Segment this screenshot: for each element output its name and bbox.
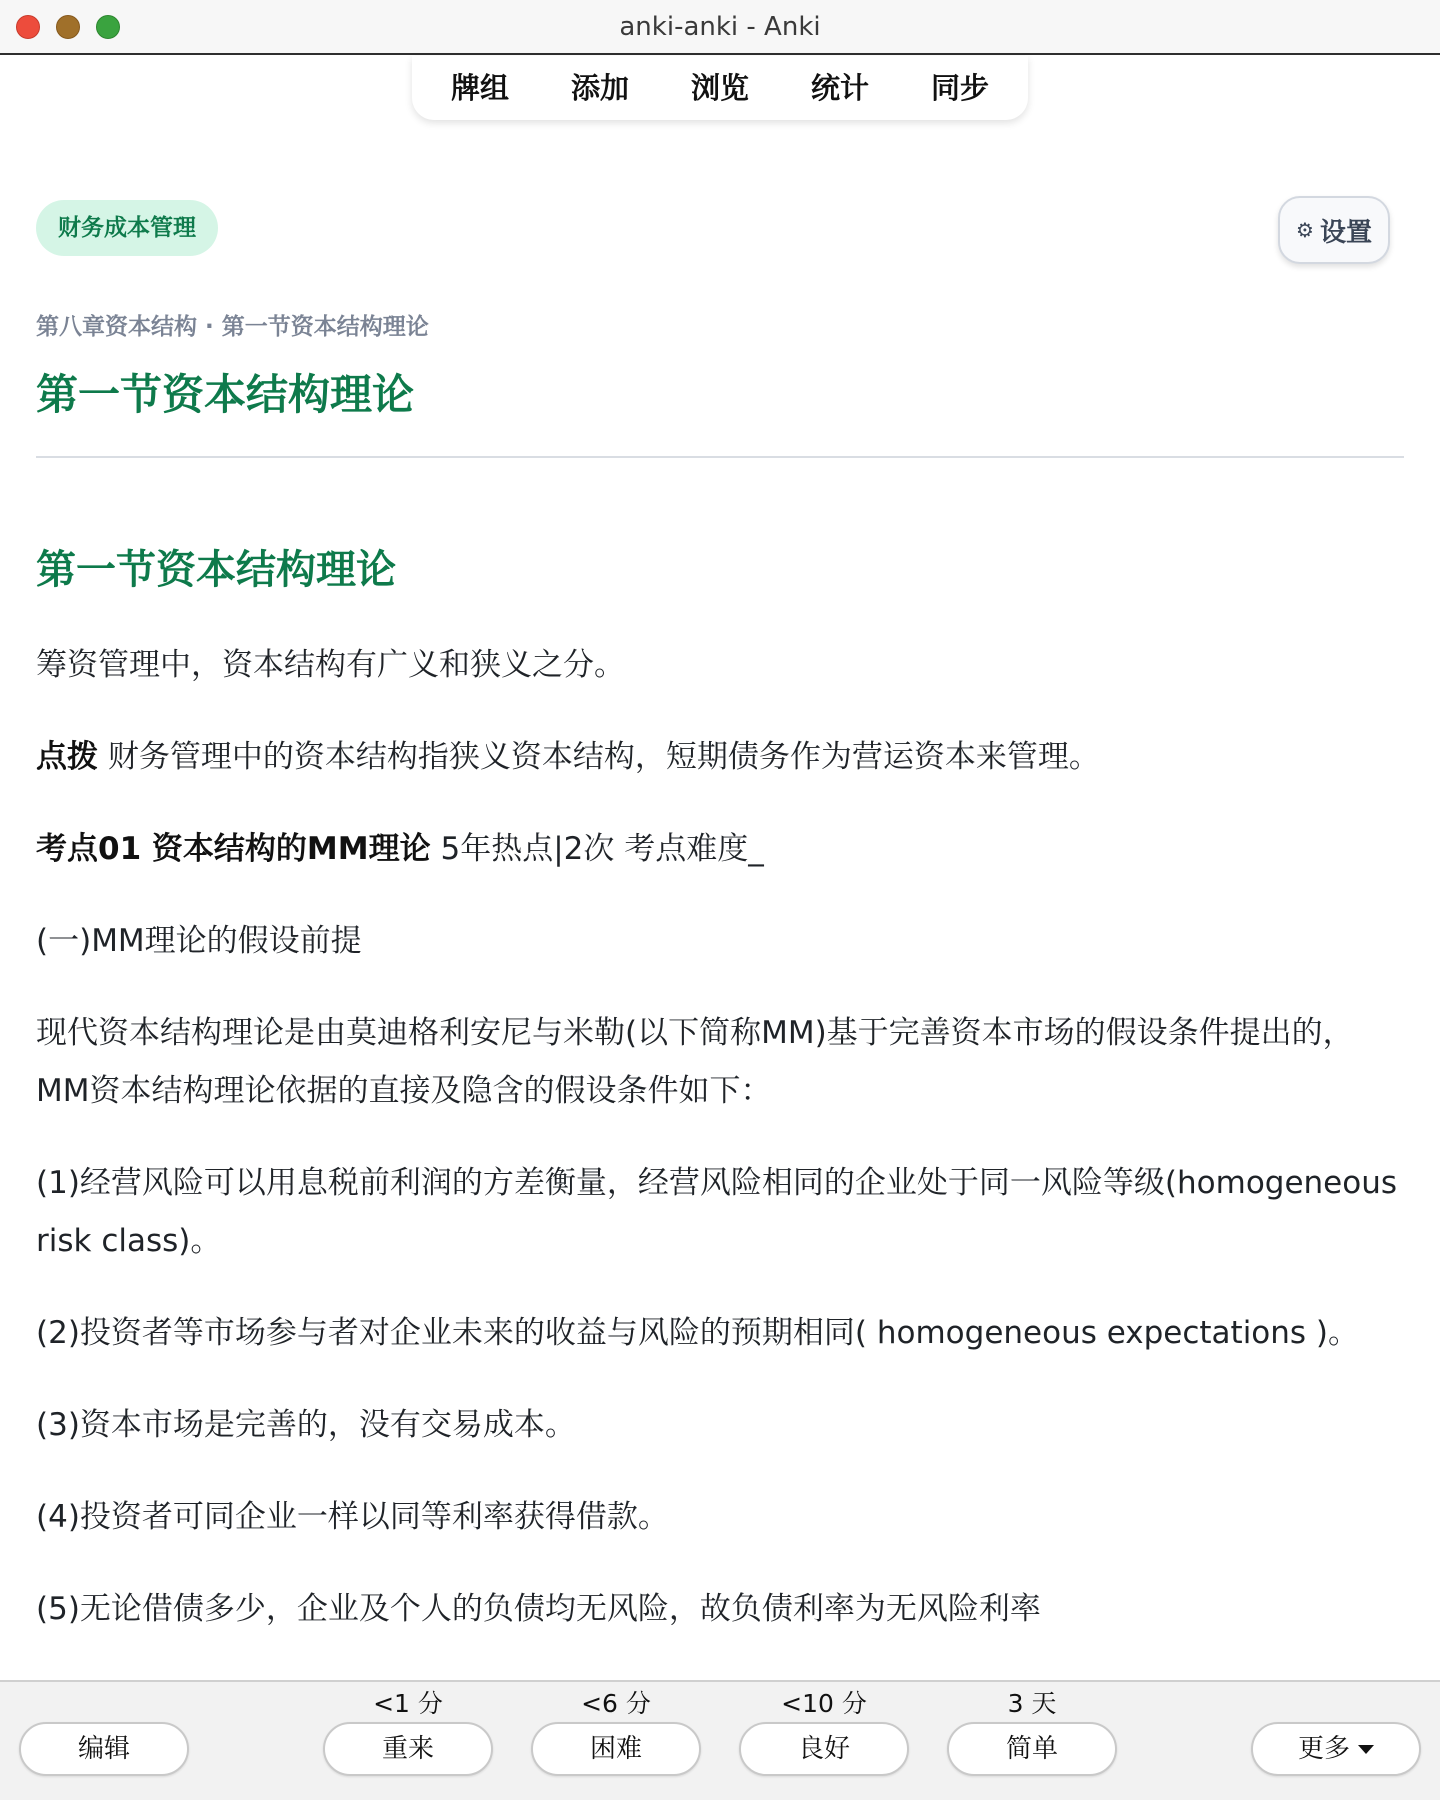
title-bar: [0, 0, 1440, 55]
paragraph: (4)投资者可同企业一样以同等利率获得借款。: [36, 1499, 669, 1535]
hard-button[interactable]: 困难: [531, 1722, 701, 1776]
paragraph: (1)经营风险可以用息税前利润的方差衡量，经营风险相同的企业处于同一风险等级(homogeneous risk class)。: [36, 1165, 1398, 1259]
gear-icon: ⚙: [1296, 218, 1314, 242]
exam-point-label: 考点01 资本结构的MM理论: [36, 831, 431, 867]
top-nav: [412, 56, 1028, 120]
paragraph: (一)MM理论的假设前提: [36, 923, 362, 959]
tip-text: 财务管理中的资本结构指狭义资本结构，短期债务作为营运资本来管理。: [98, 739, 1100, 775]
paragraph: 筹资管理中，资本结构有广义和狭义之分。: [36, 647, 625, 683]
settings-label: 设置: [1319, 217, 1372, 248]
paragraph: (3)资本市场是完善的，没有交易成本。: [36, 1407, 576, 1443]
paragraph-exam-point: [36, 820, 1404, 878]
paragraph-tip: [36, 728, 1404, 786]
easy-interval: 3 天: [1007, 1689, 1057, 1718]
edit-button[interactable]: 编辑: [19, 1722, 189, 1776]
good-button[interactable]: 良好: [739, 1722, 909, 1776]
section-heading: 第一节资本结构理论: [36, 547, 396, 593]
divider: [36, 456, 1404, 458]
exam-point-text: 5年热点|2次 考点难度_: [430, 831, 764, 867]
easy-button[interactable]: 简单: [947, 1722, 1117, 1776]
breadcrumb: 第八章资本结构 · 第一节资本结构理论: [36, 314, 429, 340]
paragraph: 现代资本结构理论是由莫迪格利安尼与米勒(以下简称MM)基于完善资本市场的假设条件提出的，MM资本结构理论依据的直接及隐含的假设条件如下：: [36, 1015, 1354, 1109]
hard-interval: <6 分: [581, 1689, 651, 1718]
settings-button[interactable]: [1278, 196, 1390, 264]
deck-badge: 财务成本管理: [36, 200, 218, 256]
nav-stats[interactable]: 统计: [810, 71, 869, 105]
page-title: 第一节资本结构理论: [36, 370, 415, 419]
more-label: 更多: [1297, 1734, 1350, 1764]
nav-decks[interactable]: 牌组: [450, 71, 509, 105]
paragraph: (2)投资者等市场参与者对企业未来的收益与风险的预期相同( homogeneous expectations )。: [36, 1315, 1360, 1351]
answer-bar: [0, 1680, 1440, 1800]
more-button[interactable]: [1251, 1722, 1421, 1776]
paragraph: (5)无论借债多少，企业及个人的负债均无风险，故负债利率为无风险利率: [36, 1591, 1041, 1627]
nav-browse[interactable]: 浏览: [690, 71, 749, 105]
again-button[interactable]: 重来: [323, 1722, 493, 1776]
tip-label: 点拨: [36, 739, 98, 775]
window-title: anki-anki - Anki: [619, 12, 821, 42]
nav-sync[interactable]: 同步: [930, 71, 989, 105]
card-content: [36, 540, 1404, 1680]
good-interval: <10 分: [781, 1689, 867, 1718]
again-interval: <1 分: [373, 1689, 443, 1718]
caret-down-icon: [1358, 1745, 1374, 1754]
nav-add[interactable]: 添加: [570, 71, 629, 105]
